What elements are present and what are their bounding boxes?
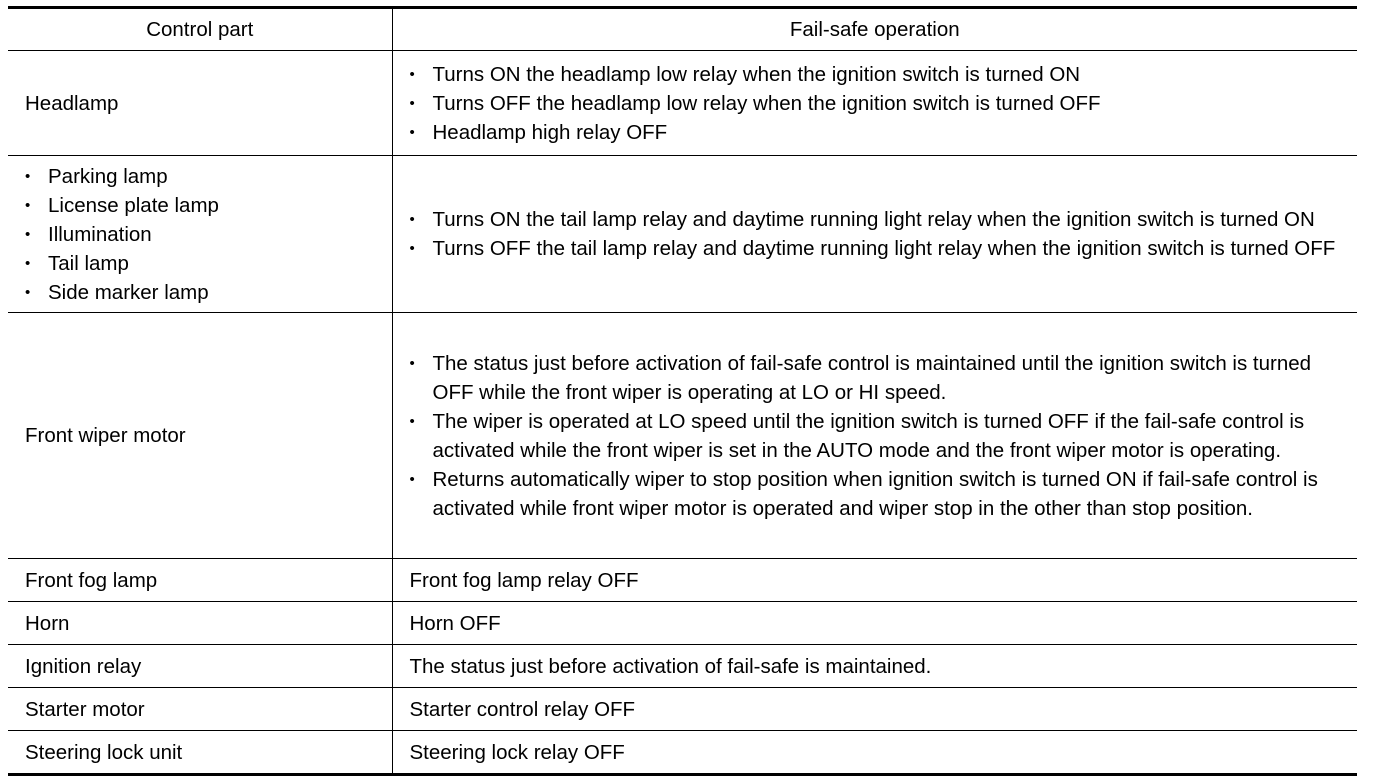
control-part-cell: Front fog lamp bbox=[8, 559, 392, 602]
operation-cell: The status just before activation of fail-safe is maintained. bbox=[392, 645, 1357, 688]
operation-list bbox=[410, 349, 1348, 523]
list-item: • The status just before activation of fail-safe control is maintained until the ignition switch is turned OFF while the front wiper is operating at LO or HI speed. bbox=[410, 349, 1348, 407]
header-row bbox=[8, 8, 1357, 51]
list-item: • The wiper is operated at LO speed until the ignition switch is turned OFF if the fail-safe control is activated while the front wiper is set in the AUTO mode and the front wiper motor is operating. bbox=[410, 407, 1348, 465]
fail-safe-table bbox=[8, 6, 1357, 776]
operation-cell bbox=[392, 156, 1357, 313]
control-part-cell: Starter motor bbox=[8, 688, 392, 731]
control-part-list bbox=[25, 162, 382, 307]
control-part-cell: Ignition relay bbox=[8, 645, 392, 688]
header-fail-safe-operation: Fail-safe operation bbox=[392, 8, 1357, 51]
list-item: • Headlamp high relay OFF bbox=[410, 118, 1348, 147]
list-item: • Tail lamp bbox=[25, 249, 382, 278]
control-part-cell: Headlamp bbox=[8, 51, 392, 156]
table-row-front-fog-lamp bbox=[8, 559, 1357, 602]
list-item: • Returns automatically wiper to stop position when ignition switch is turned ON if fail-safe control is activated while front wiper motor is operated and wiper stop in the other than stop position. bbox=[410, 465, 1348, 523]
table-row-headlamp bbox=[8, 51, 1357, 156]
operation-list bbox=[410, 205, 1348, 263]
control-part-cell: Front wiper motor bbox=[8, 313, 392, 559]
table-header bbox=[8, 8, 1357, 51]
operation-list bbox=[410, 60, 1348, 147]
table-row-starter-motor bbox=[8, 688, 1357, 731]
operation-cell bbox=[392, 313, 1357, 559]
control-part-cell bbox=[8, 156, 392, 313]
list-item: • License plate lamp bbox=[25, 191, 382, 220]
list-item: • Side marker lamp bbox=[25, 278, 382, 307]
table-row-parking-lamp bbox=[8, 156, 1357, 313]
list-item: • Turns OFF the headlamp low relay when the ignition switch is turned OFF bbox=[410, 89, 1348, 118]
table-row-front-wiper-motor bbox=[8, 313, 1357, 559]
operation-cell: Front fog lamp relay OFF bbox=[392, 559, 1357, 602]
operation-cell bbox=[392, 51, 1357, 156]
list-item: • Turns ON the headlamp low relay when the ignition switch is turned ON bbox=[410, 60, 1348, 89]
table-body bbox=[8, 51, 1357, 775]
operation-cell: Starter control relay OFF bbox=[392, 688, 1357, 731]
list-item: • Illumination bbox=[25, 220, 382, 249]
table-row-horn bbox=[8, 602, 1357, 645]
list-item: • Turns OFF the tail lamp relay and daytime running light relay when the ignition switch is turned OFF bbox=[410, 234, 1348, 263]
operation-cell: Steering lock relay OFF bbox=[392, 731, 1357, 775]
header-control-part: Control part bbox=[8, 8, 392, 51]
list-item: • Turns ON the tail lamp relay and daytime running light relay when the ignition switch is turned ON bbox=[410, 205, 1348, 234]
operation-cell: Horn OFF bbox=[392, 602, 1357, 645]
control-part-cell: Steering lock unit bbox=[8, 731, 392, 775]
control-part-cell: Horn bbox=[8, 602, 392, 645]
table-row-steering-lock-unit bbox=[8, 731, 1357, 775]
list-item: • Parking lamp bbox=[25, 162, 382, 191]
table-row-ignition-relay bbox=[8, 645, 1357, 688]
